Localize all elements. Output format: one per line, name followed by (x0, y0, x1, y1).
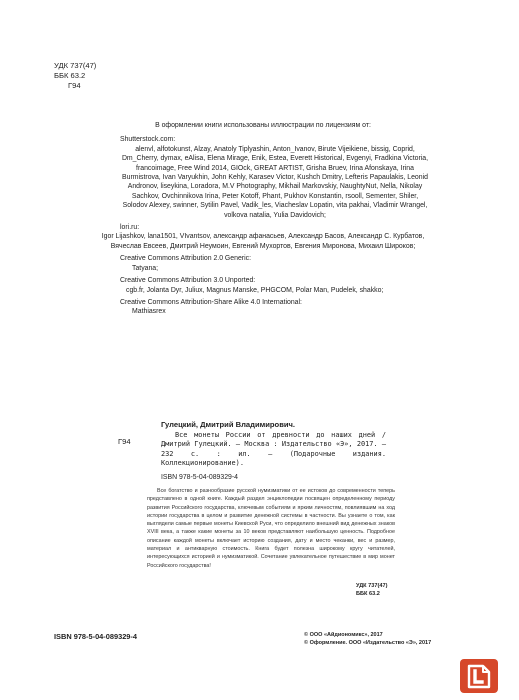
license-intro: В оформлении книги использованы иллюстрации по лицензиям от: (155, 122, 371, 129)
cc30-names: cgb.fr, Jolanta Dyr, Juliux, Magnus Manske, PHGCOM, Polar Man, Pudelek, shakko; (126, 286, 384, 294)
license-block (96, 121, 430, 320)
copyright-block (304, 631, 431, 647)
footer-bbk-code: ББК 63.2 (356, 590, 380, 597)
footer-isbn: ISBN 978-5-04-089329-4 (54, 632, 137, 641)
copyright-line-2: © Оформление. ООО «Издательство «Э», 2017 (304, 640, 432, 646)
udk-header (54, 61, 96, 91)
cc20-names: Tatyana; (132, 264, 159, 272)
cc20-title: Creative Commons Attribution 2.0 Generic: (120, 255, 251, 263)
lori-title: lori.ru: (120, 224, 140, 232)
footer-udk-code: УДК 737(47) (356, 583, 388, 589)
bbk-code: ББК 63.2 (54, 71, 86, 80)
ccsa40-names: Mathiasrex (132, 308, 166, 316)
shutterstock-names: alenvl, alfotokunst, Alzay, Anatoly Tiplyashin, Anton_Ivanov, Birute Vijeikiene, bissig, Coprid, Dm_Cherry, dymax, eAlisa, Elena Mirage, Enik, Estea, Everett Historical, Evgenyi, Fradkina Victoria, francoimage, Free Wind 2014, GIOck, GREAT ARTIST, Grisha Bruev, Irina Afonskaya, Irina Burmistrova, Ivan Varyukhin, John Kehly, Karasev Victor, Kushch Dmitry, Lefteris Papaulakis, Leonid Andronov, liseykina, Loradora, M.V Photography, Mikhail Markovskiy, NaughtyNut, Nella, Nikolay Sachkov, Ovchinnikova Irina, Peter Kotoff, Phant, Pukhov Konstantin, rsooll, Sementer, Shiler, Solodov Alexey, swinner, Sytilin Pavel, Vadik_les, Viacheslav Lopatin, vita pakhai, Vladimir Wrangel, volkova natalia, Yulia Davidovich; (121, 145, 429, 219)
catalog-code: Г94 (118, 437, 131, 446)
catalog-author: Гулецкий, Дмитрий Владимирович. (161, 420, 296, 429)
copyright-line-1: © ООО «Айдиономикс», 2017 (304, 632, 383, 638)
book-annotation: Все богатство и разнообразие русской нумизматики от ее истоков до современности теперь представлено в одной книге. Каждый раздел энциклопедии посвящен определенному периоду развития Российского государства, ключевым событиям и ярким личностям, повлиявшим на ход истории государства в целом и развитие денежной системы в частности. Вы узнаете о том, как выглядели самые первые монеты Киевской Руси, что определило внешний вид денежных знаков XVIII века, а также какие монеты за 10 веков представляют наибольшую ценность. Подробное описание каждой монеты включает историю создания, дату и место чеканки, вес и размер, материал и антикварную стоимость. Книга будет полезна широкому кругу читателей, интересующихся историей и нумизматикой. Сочетание увлекательное путешествие в мир монет Российского государства! (147, 488, 395, 569)
lori-names: Igor Lijashkov, lana1501, VIvantsov, александр афанасьев, Александр Басов, Александр С. Курбатов, Вячеслав Евсеев, Дмитрий Неумоин, Евгений Мухортов, Евгения Миронова, Михаил Широков; (101, 233, 425, 250)
catalog-description: Все монеты России от древности до наших дней / Дмитрий Гулецкий. — Москва : Издательство «Э», 2017. — 232 с. : ил. — (Подарочные издания. Коллекционирование). (161, 431, 386, 467)
publisher-badge[interactable] (460, 659, 498, 693)
footer-udk (356, 583, 387, 598)
catalog-isbn: ISBN 978-5-04-089329-4 (161, 474, 238, 481)
cc30-title: Creative Commons Attribution 3.0 Unported: (120, 277, 256, 285)
book-page-icon (460, 659, 498, 693)
udk-code: УДК 737(47) (54, 61, 97, 70)
ccsa40-title: Creative Commons Attribution-Share Alike 4.0 International: (120, 298, 302, 306)
shutterstock-title: Shutterstock.com: (120, 136, 176, 144)
author-sign: Г94 (68, 81, 81, 90)
